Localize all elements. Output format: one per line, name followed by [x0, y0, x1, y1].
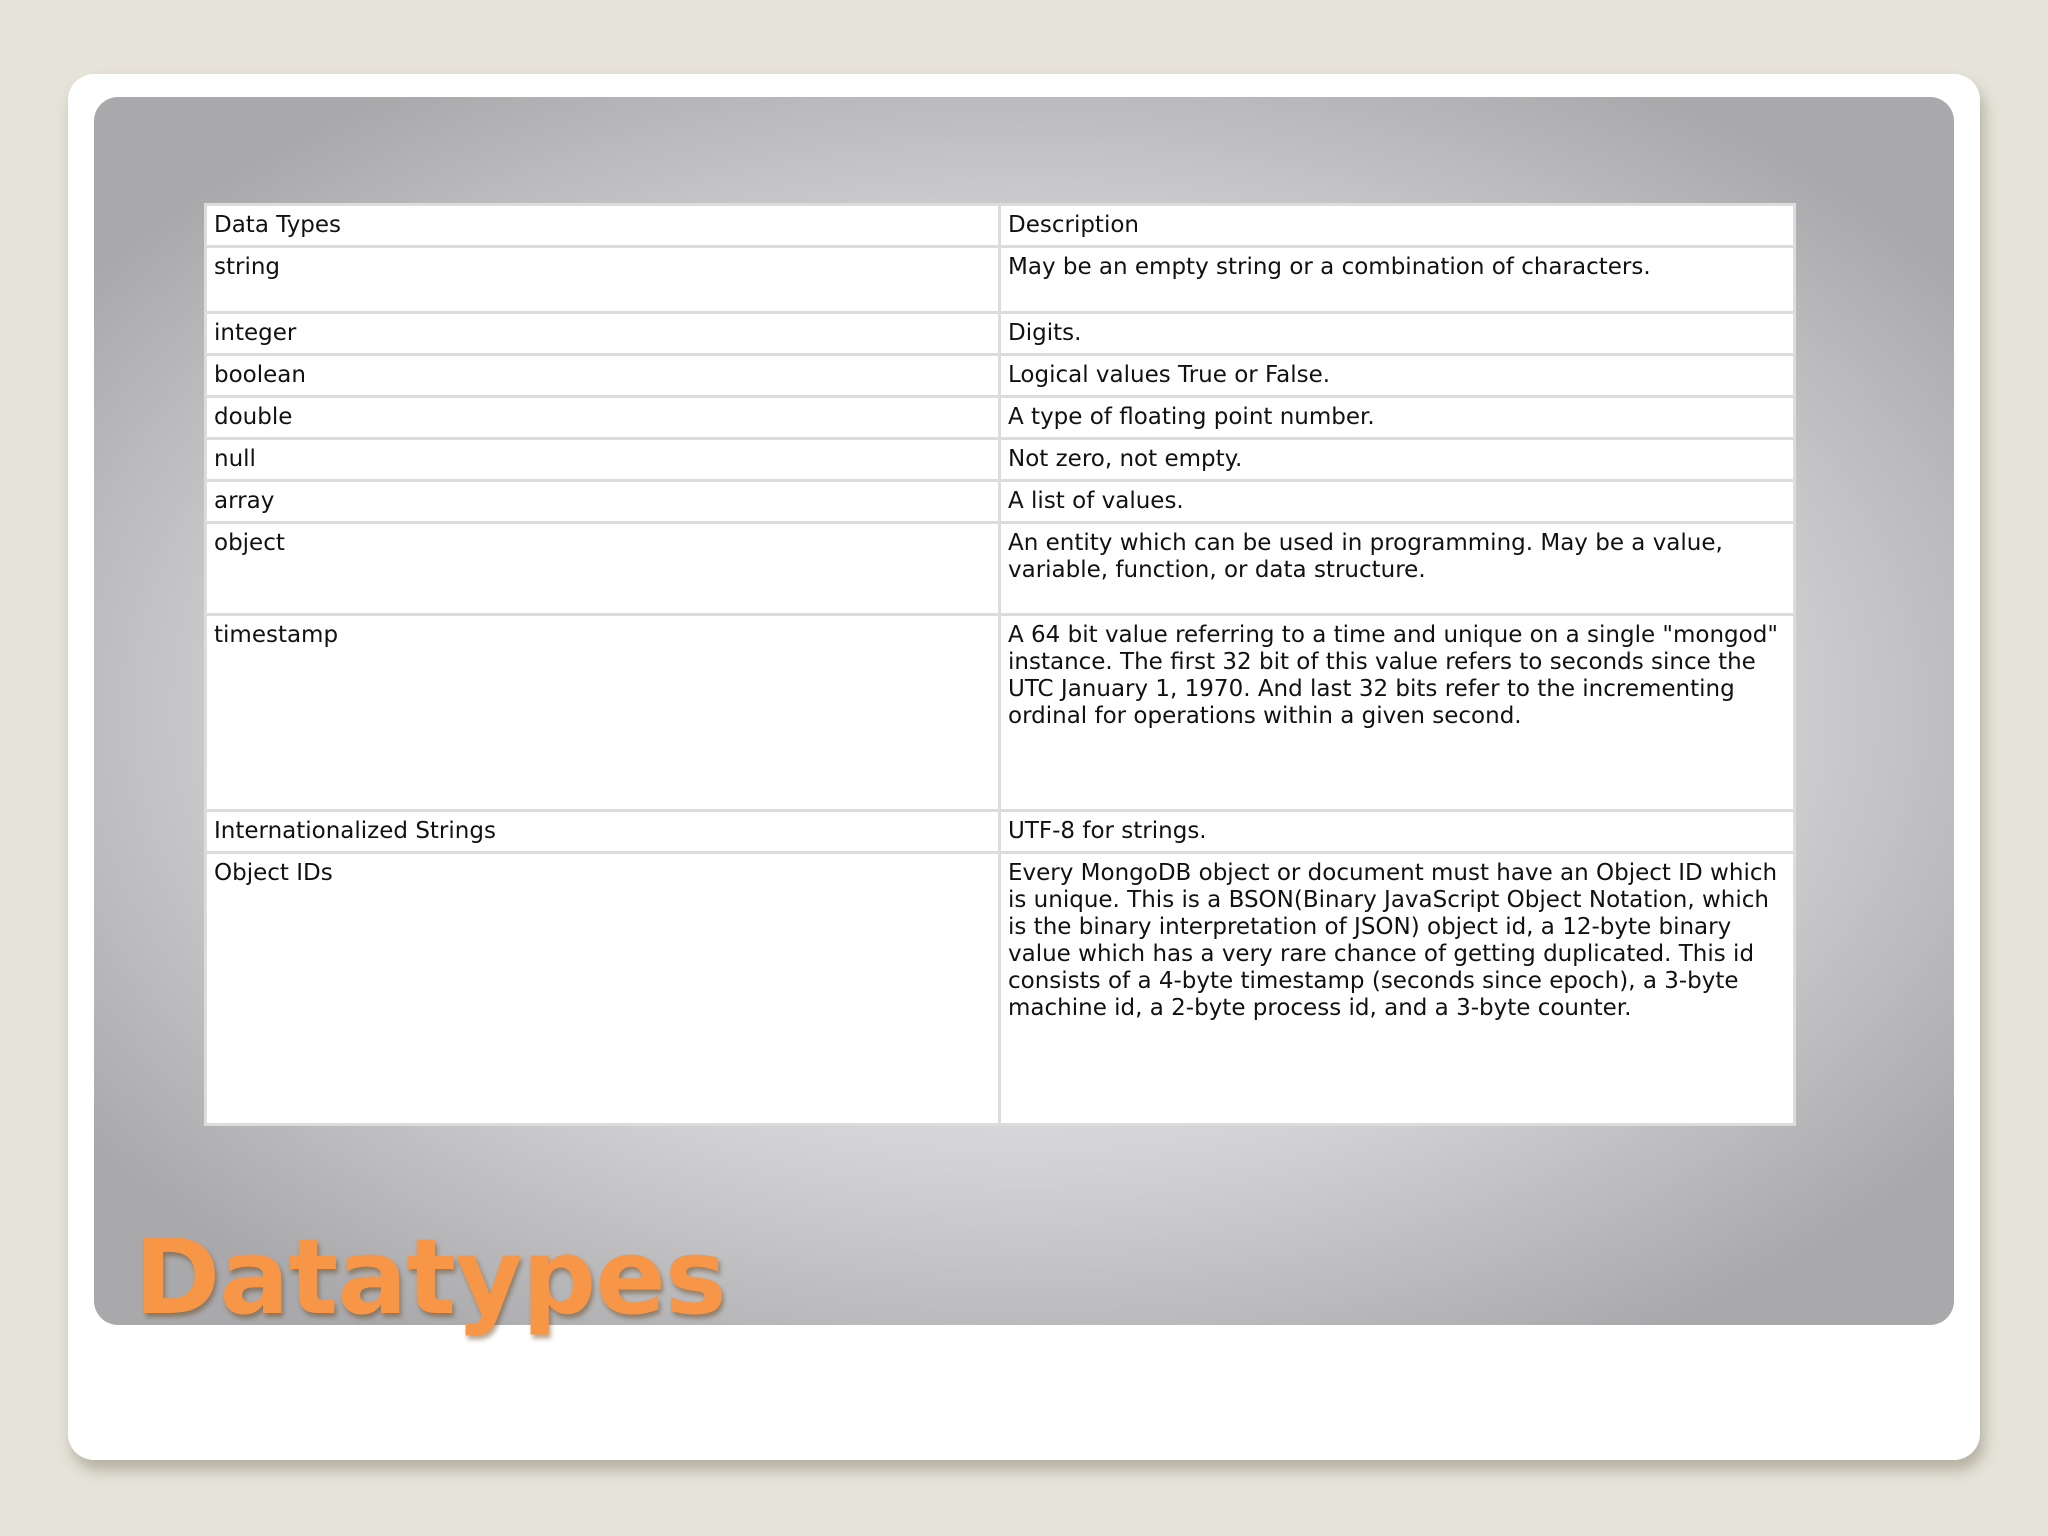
type-cell: object	[206, 523, 1000, 615]
table-row	[206, 811, 1795, 853]
description-cell: Digits.	[1000, 313, 1795, 355]
type-cell: timestamp	[206, 615, 1000, 811]
type-cell: null	[206, 439, 1000, 481]
table-row	[206, 439, 1795, 481]
type-cell: Object IDs	[206, 853, 1000, 1125]
table-row	[206, 355, 1795, 397]
description-cell: Logical values True or False.	[1000, 355, 1795, 397]
slide-title: Datatypes	[134, 1216, 726, 1338]
description-cell: A list of values.	[1000, 481, 1795, 523]
type-cell: double	[206, 397, 1000, 439]
table-row	[206, 247, 1795, 313]
table-row	[206, 313, 1795, 355]
description-cell: May be an empty string or a combination of characters.	[1000, 247, 1795, 313]
type-cell: integer	[206, 313, 1000, 355]
description-cell: Not zero, not empty.	[1000, 439, 1795, 481]
datatypes-table	[204, 203, 1796, 1126]
table-header-row	[206, 205, 1795, 247]
table-row	[206, 397, 1795, 439]
type-cell: array	[206, 481, 1000, 523]
table-row	[206, 615, 1795, 811]
table-row	[206, 523, 1795, 615]
table-row	[206, 853, 1795, 1125]
description-cell: UTF-8 for strings.	[1000, 811, 1795, 853]
type-cell: Internationalized Strings	[206, 811, 1000, 853]
header-cell-description: Description	[1000, 205, 1795, 247]
table-row	[206, 481, 1795, 523]
description-cell: Every MongoDB object or document must have an Object ID which is unique. This is a BSON(Binary JavaScript Object Notation, which is the binary interpretation of JSON) object id, a 12-byte binary value which has a very rare chance of getting duplicated. This id consists of a 4-byte timestamp (seconds since epoch), a 3-byte machine id, a 2-byte process id, and a 3-byte counter.	[1000, 853, 1795, 1125]
header-cell-data-types: Data Types	[206, 205, 1000, 247]
description-cell: An entity which can be used in programming. May be a value, variable, function, or data structure.	[1000, 523, 1795, 615]
type-cell: boolean	[206, 355, 1000, 397]
description-cell: A type of floating point number.	[1000, 397, 1795, 439]
description-cell: A 64 bit value referring to a time and unique on a single "mongod" instance. The first 32 bit of this value refers to seconds since the UTC January 1, 1970. And last 32 bits refer to the incrementing ordinal for operations within a given second.	[1000, 615, 1795, 811]
type-cell: string	[206, 247, 1000, 313]
